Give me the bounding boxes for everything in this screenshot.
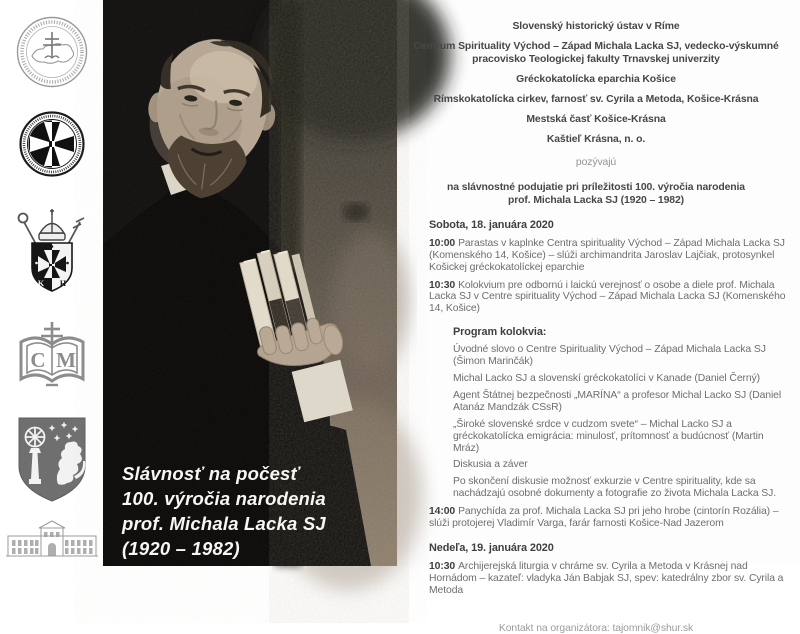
caption-line-1: Slávnosť na počesť	[122, 463, 300, 484]
schedule-entry	[429, 506, 789, 530]
svg-text:M: M	[55, 348, 76, 372]
cyril-method-open-book-icon	[15, 318, 89, 399]
centrum-spirituality-cross-icon	[18, 110, 86, 183]
organizer-line: Slovenský historický ústav v Ríme	[512, 21, 680, 32]
program-item: Michal Lacko SJ a slovenskí gréckokatolíci v Kanade (Daniel Černý)	[453, 372, 760, 384]
organizer-line: Gréckokatolícka eparchia Košice	[516, 74, 676, 85]
kastiel-krasna-building-icon	[4, 518, 100, 567]
invitation-title-line-1: na slávnostné podujatie pri príležitosti 100. výročia narodenia	[446, 181, 745, 193]
entry-time: 14:00	[429, 506, 456, 518]
schedule-entry	[429, 280, 789, 316]
svg-text:H: H	[59, 279, 66, 288]
photo-caption	[122, 461, 326, 561]
organizer-line: Mestská časť Košice-Krásna	[526, 114, 666, 125]
eparchy-kosice-coat-of-arms-icon	[13, 206, 91, 303]
program-item: Agent Štátnej bezpečnosti „MARÍNA“ a profesor Michal Lacko SJ (Daniel Atanáz Mandzák CSsR)	[453, 389, 782, 413]
entry-text: Archijerejská liturgia v chráme sv. Cyrila a Metoda v Krásnej nad Hornádom – kazateľ: vladyka Ján Babjak SJ, spev: katedrálny zbor sv. Cyrila a Metoda	[429, 560, 784, 596]
portrait-photo	[103, 0, 397, 566]
entry-text: Parastas v kaplnke Centra spirituality Východ – Západ Michala Lacka SJ (Komenského 14, Košice) – slúži archimandrita Jaroslav Lajčiak, protosynkel Košickej gréckokatolíckej eparchie	[429, 237, 785, 273]
caption-line-3: prof. Michala Lacka SJ	[122, 513, 326, 534]
program-item: Diskusia a záver	[453, 459, 528, 471]
program-item: Úvodné slovo o Centre Spirituality Východ – Západ Michala Lacka SJ (Šimon Marinčák)	[453, 344, 766, 368]
organizer-line: Kaštieľ Krásna, n. o.	[546, 134, 646, 145]
contact-line: Kontakt na organizátora: tajomnik@shur.sk	[498, 622, 694, 634]
organizer-line: Centrum Spirituality Východ – Západ Michala Lacka SJ, vedecko-výskumné pracovisko Teologickej fakulty Trnavskej univerzity	[413, 41, 779, 65]
entry-text: Kolokvium pre odbornú i laickú verejnosť o osobe a diele prof. Michala Lacka SJ v Centre spirituality Východ – Západ Michala Lacka SJ (Komenského 14, Košice)	[429, 279, 786, 315]
kosice-krasna-coat-of-arms-icon	[14, 414, 90, 509]
entry-time: 10:00	[429, 237, 456, 249]
entry-time: 10:30	[429, 560, 456, 572]
invitation-verb: pozývajú	[575, 157, 617, 168]
program-item: „Široké slovenské srdce v cudzom svete“ – Michal Lacko SJ a gréckokatolícka emigrácia: minulosť, prítomnosť a budúcnosť (Martin Mráz)	[453, 418, 764, 454]
invitation-title-line-2: prof. Michala Lacka SJ (1920 – 1982)	[507, 194, 685, 206]
event-details-panel	[399, 0, 793, 634]
svg-text:C: C	[29, 348, 46, 372]
left-logo-rail	[0, 0, 103, 566]
program-item: Po skončení diskusie možnosť exkurzie v Centre spirituality, kde sa nachádzajú osobné dokumenty a fotografie zo života Michala Lacka SJ.	[453, 476, 777, 500]
caption-line-4: (1920 – 1982)	[122, 538, 240, 559]
caption-line-2: 100. výročia narodenia	[122, 488, 326, 509]
sunday-heading: Nedeľa, 19. januára 2020	[429, 541, 554, 554]
schedule-entry	[429, 238, 789, 274]
schedule-entry	[429, 561, 789, 597]
program-heading: Program kolokvia:	[453, 326, 547, 339]
invitation-title	[399, 181, 793, 207]
slovak-historical-institute-seal-icon	[15, 15, 89, 94]
entry-time: 10:30	[429, 279, 456, 291]
organizer-line: Rímskokatolícka cirkev, farnosť sv. Cyrila a Metoda, Košice-Krásna	[433, 94, 759, 105]
entry-text: Panychída za prof. Michala Lacka SJ pri jeho hrobe (cintorín Rozália) – slúži protojerej Vladimír Varga, farár farnosti Košice-Nad Jazerom	[429, 506, 779, 530]
saturday-heading: Sobota, 18. januára 2020	[429, 218, 554, 231]
svg-text:K: K	[37, 279, 44, 288]
